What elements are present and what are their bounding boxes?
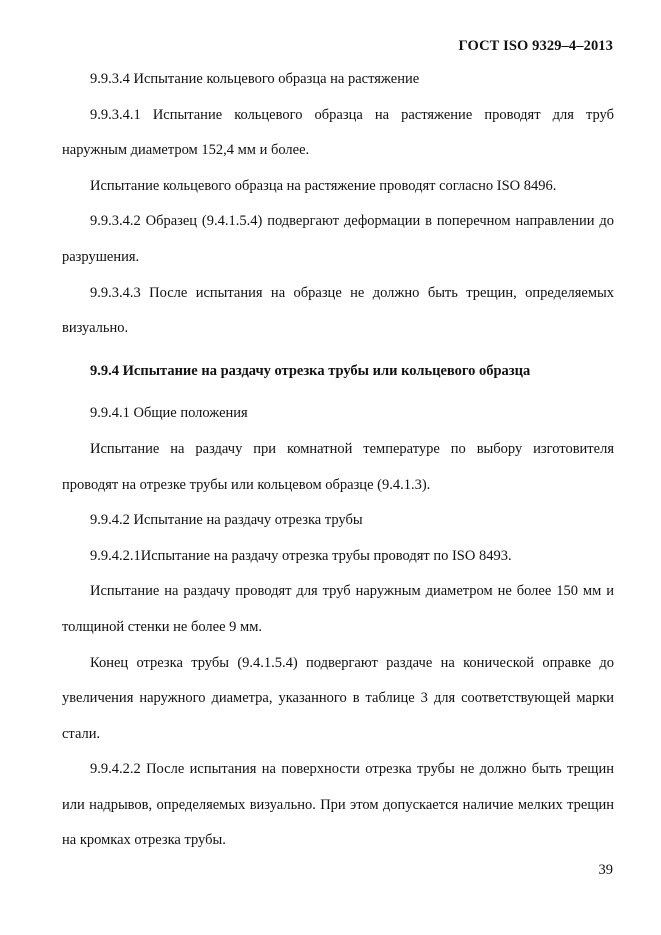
paragraph-9-9-4-2: 9.9.4.2 Испытание на раздачу отрезка трубы (90, 512, 363, 529)
paragraph-9-9-3-4-3: 9.9.3.4.3 После испытания на образце не должно быть трещин, определяемых визуально. (62, 284, 614, 337)
paragraph-general-provisions: Испытание на раздачу при комнатной температуре по выбору изготовителя проводят на отрезке трубы или кольцевом образце (9.4.1.3). (62, 440, 614, 493)
document-header: ГОСТ ISO 9329–4–2013 (458, 38, 613, 54)
paragraph-conical-mandrel: Конец отрезка трубы (9.4.1.5.4) подвергают раздаче на конической оправке до увеличения наружного диаметра, указанного в таблице 3 для соответствующей марки стали. (62, 654, 614, 742)
section-heading-9-9-4: 9.9.4 Испытание на раздачу отрезка трубы или кольцевого образца (90, 362, 531, 379)
paragraph-9-9-3-4-1: 9.9.3.4.1 Испытание кольцевого образца на растяжение проводят для труб наружным диаметром 152,4 мм и более. (62, 106, 614, 159)
paragraph-9-9-4-2-2: 9.9.4.2.2 После испытания на поверхности отрезка трубы не должно быть трещин или надрывов, определяемых визуально. При этом допускается наличие мелких трещин на кромках отрезка трубы. (62, 761, 614, 849)
paragraph-diameter-limits: Испытание на раздачу проводят для труб наружным диаметром не более 150 мм и толщиной стенки не более 9 мм. (62, 583, 614, 635)
paragraph-iso-8496: Испытание кольцевого образца на растяжение проводят согласно ISO 8496. (90, 177, 557, 194)
document-body (62, 62, 614, 859)
paragraph-9-9-3-4: 9.9.3.4 Испытание кольцевого образца на растяжение (90, 71, 420, 87)
paragraph-9-9-3-4-2: 9.9.3.4.2 Образец (9.4.1.5.4) подвергают деформации в поперечном направлении до разрушения. (62, 213, 614, 265)
paragraph-9-9-4-1: 9.9.4.1 Общие положения (90, 405, 248, 422)
paragraph-9-9-4-2-1: 9.9.4.2.1Испытание на раздачу отрезка трубы проводят по ISO 8493. (90, 547, 512, 564)
page-number: 39 (598, 862, 613, 878)
